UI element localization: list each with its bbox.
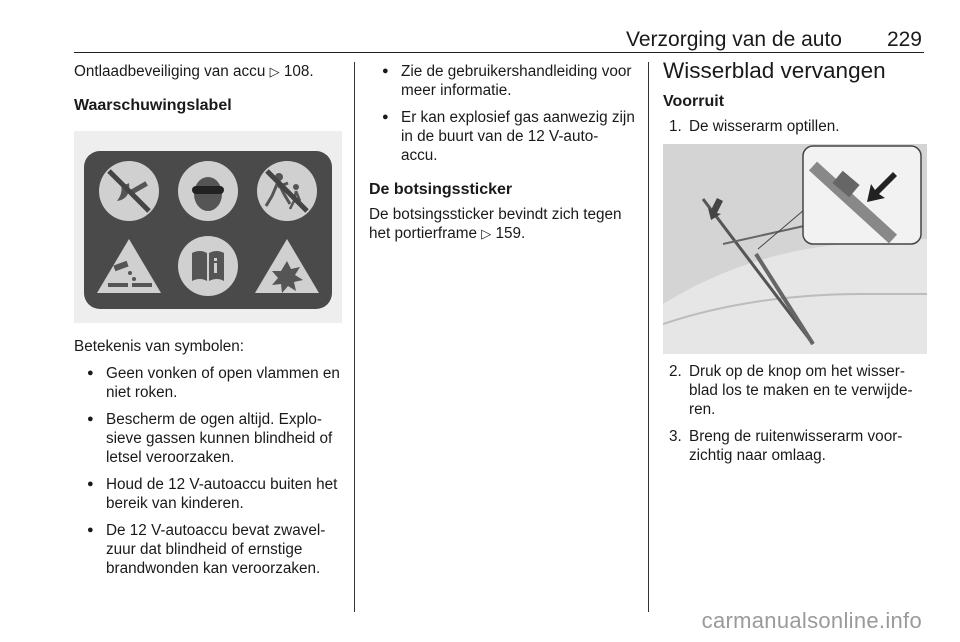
list-item: ● Zie de gebruikershandleiding voor meer informatie. bbox=[369, 62, 635, 100]
column-3 bbox=[663, 58, 929, 465]
page-reference[interactable]: 108. bbox=[283, 63, 314, 80]
section-heading: Waarschuwingslabel bbox=[74, 97, 232, 114]
page-number: 229 bbox=[886, 28, 922, 51]
read-manual-icon bbox=[178, 236, 238, 296]
column-2 bbox=[369, 62, 635, 243]
detail-inset bbox=[803, 146, 921, 244]
column-1 bbox=[74, 62, 342, 578]
watermark: carmanualsonline.info bbox=[701, 608, 922, 633]
warning-label-figure bbox=[74, 131, 342, 323]
section-title: Verzorging van de auto bbox=[626, 28, 842, 51]
column-divider bbox=[648, 62, 649, 612]
keep-children-away-icon bbox=[257, 161, 317, 221]
step-item: 3. Breng de ruitenwisserarm voor- zichtig naar omlaag. bbox=[669, 428, 903, 464]
no-fire-no-smoking-icon bbox=[99, 161, 159, 221]
list-item: ● Houd de 12 V-autoaccu buiten het bereik van kinderen. bbox=[74, 475, 342, 513]
page-header bbox=[74, 26, 924, 53]
step-item: 2. Druk op de knop om het wisser- blad los te maken en te verwijde- ren. bbox=[669, 363, 913, 418]
list-item: ● Er kan explosief gas aanwezig zijn in de buurt van de 12 V-auto- accu. bbox=[369, 108, 635, 165]
section-heading-large: Wisserblad vervangen bbox=[663, 58, 886, 83]
reference-arrow-icon: ▷ bbox=[481, 226, 492, 241]
step-item: 1. De wisserarm optillen. bbox=[669, 118, 840, 135]
column-divider bbox=[354, 62, 355, 612]
list-item: ● Bescherm de ogen altijd. Explo- sieve gassen kunnen blindheid of letsel veroorzaken. bbox=[74, 410, 342, 467]
wiper-figure bbox=[663, 144, 927, 354]
intro-line: Ontlaadbeveiliging van accu ▷ 108. bbox=[74, 63, 314, 80]
symbol-list-continued bbox=[369, 62, 635, 165]
list-item: ● De 12 V-autoaccu bevat zwavel- zuur dat blindheid of ernstige brandwonden kan veroorzaken. bbox=[74, 521, 342, 578]
reference-arrow-icon: ▷ bbox=[269, 64, 280, 79]
step-list bbox=[663, 117, 929, 136]
symbols-title: Betekenis van symbolen: bbox=[74, 338, 245, 355]
paragraph: De botsingssticker bevindt zich tegen het portierframe ▷ 159. bbox=[369, 206, 622, 242]
subheading: Voorruit bbox=[663, 93, 725, 110]
eye-protection-icon bbox=[178, 161, 238, 221]
symbol-list bbox=[74, 364, 342, 578]
list-item: ● Geen vonken of open vlammen en niet roken. bbox=[74, 364, 342, 402]
page-reference[interactable]: 159. bbox=[495, 225, 526, 242]
step-list bbox=[663, 362, 929, 465]
section-heading: De botsingssticker bbox=[369, 181, 513, 198]
